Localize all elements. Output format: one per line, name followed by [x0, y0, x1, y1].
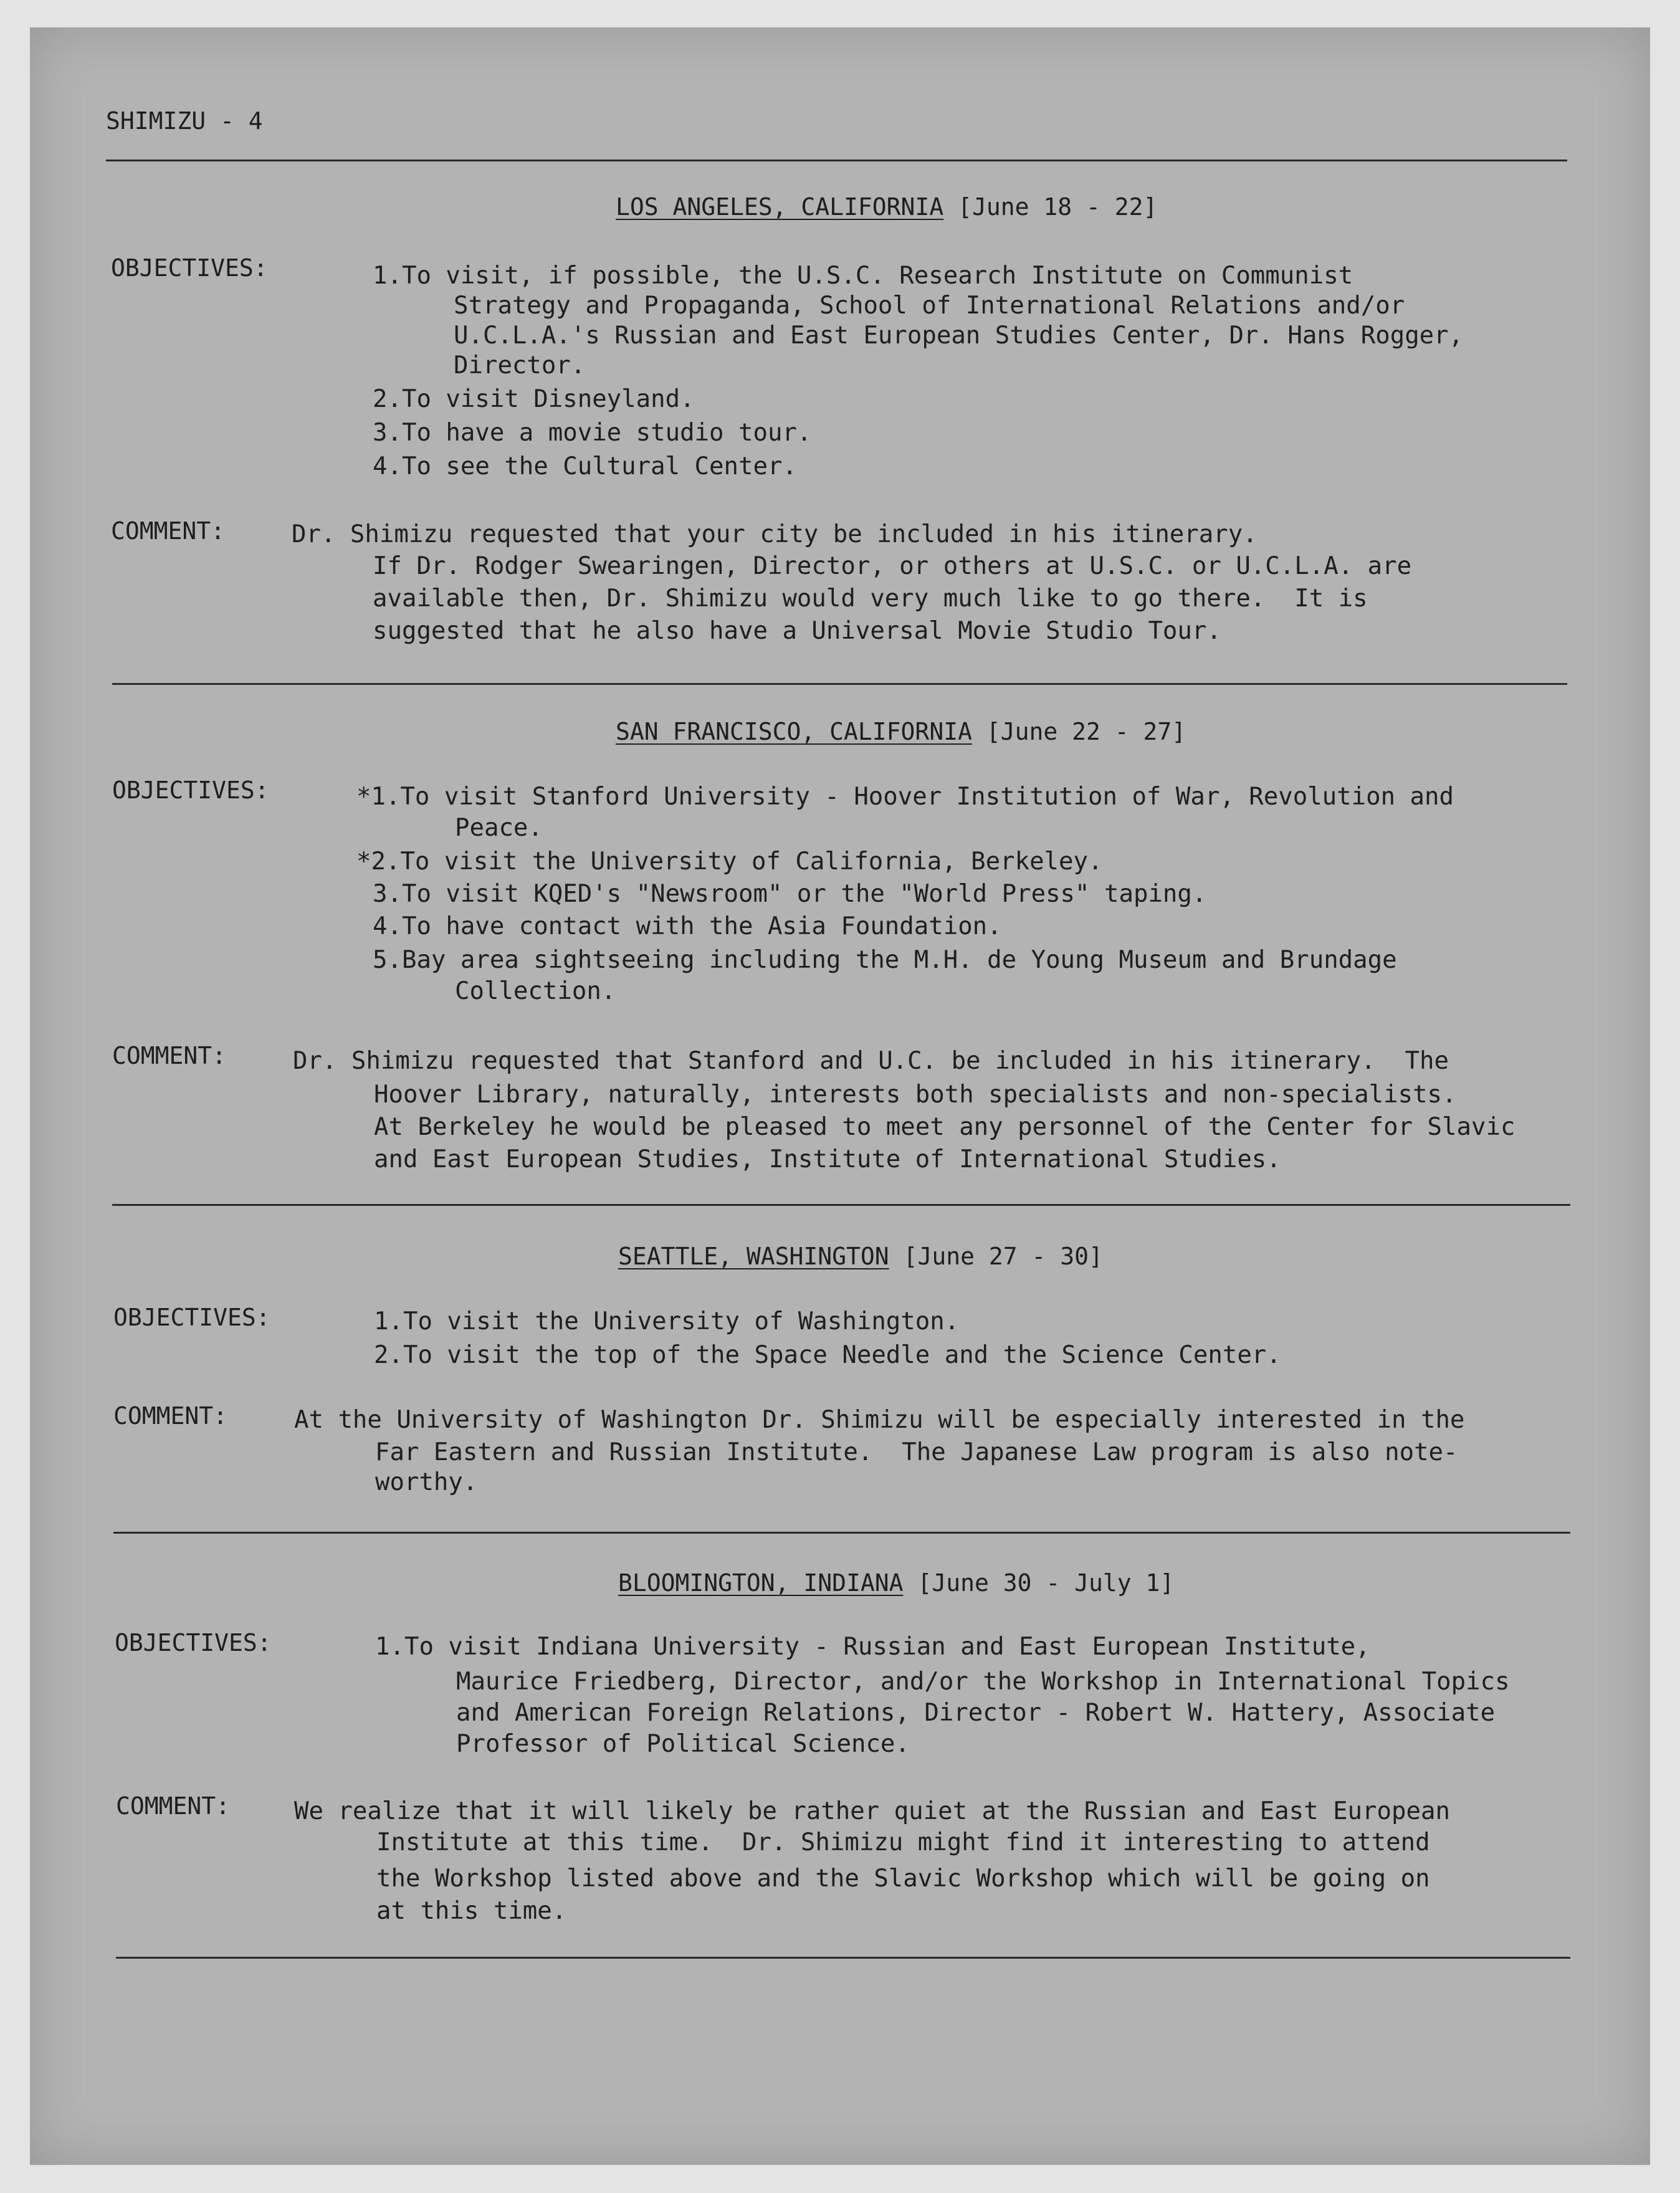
comment-line: Hoover Library, naturally, interests both specialists and non-specialists. — [374, 1081, 1457, 1109]
section-place: SEATTLE, WASHINGTON — [618, 1243, 889, 1270]
comment-line: Dr. Shimizu requested that your city be included in his itinerary. — [292, 520, 1258, 548]
section-dates: [June 30 - July 1] — [917, 1569, 1175, 1597]
comment-label: COMMENT: — [116, 1792, 231, 1820]
objective-line: 3.To visit KQED's "Newsroom" or the "World Press" taping. — [373, 880, 1207, 908]
objectives-label: OBJECTIVES: — [113, 1304, 270, 1331]
objective-line: *1.To visit Stanford University - Hoover Institution of War, Revolution and — [356, 783, 1454, 811]
section-rule — [112, 683, 1567, 685]
objective-line: 5.Bay area sightseeing including the M.H. de Young Museum and Brundage — [373, 946, 1397, 974]
objectives-label: OBJECTIVES: — [115, 1629, 272, 1656]
comment-label: COMMENT: — [112, 1042, 227, 1069]
objective-line: 4.To see the Cultural Center. — [373, 452, 797, 480]
comment-line: If Dr. Rodger Swearingen, Director, or others at U.S.C. or U.C.L.A. are — [373, 552, 1412, 580]
objective-line: 3.To have a movie studio tour. — [373, 419, 812, 447]
objective-line: 1.To visit, if possible, the U.S.C. Research Institute on Communist — [373, 262, 1353, 290]
comment-line: Dr. Shimizu requested that Stanford and U.C. be included in his itinerary. The — [293, 1047, 1449, 1075]
objectives-label: OBJECTIVES: — [111, 254, 268, 282]
comment-line: We realize that it will likely be rather quiet at the Russian and East European — [294, 1797, 1450, 1825]
page-header: SHIMIZU - 4 — [106, 107, 263, 135]
comment-line: worthy. — [375, 1468, 478, 1496]
objective-line: 1.To visit Indiana University - Russian and East European Institute, — [375, 1633, 1370, 1661]
section-place: LOS ANGELES, CALIFORNIA — [616, 193, 944, 221]
section-rule — [113, 1532, 1570, 1534]
comment-line: Far Eastern and Russian Institute. The Japanese Law program is also note- — [375, 1438, 1458, 1466]
objective-line: 2.To visit the top of the Space Needle and the Science Center. — [374, 1341, 1281, 1369]
objective-line: Professor of Political Science. — [456, 1730, 910, 1758]
section-title-seattle — [618, 1243, 1103, 1270]
comment-label: COMMENT: — [113, 1402, 228, 1430]
objectives-label: OBJECTIVES: — [112, 776, 269, 804]
objective-line: 4.To have contact with the Asia Foundation. — [373, 912, 1002, 940]
section-rule — [112, 1204, 1570, 1206]
objective-line: U.C.L.A.'s Russian and East European Studies Center, Dr. Hans Rogger, — [454, 322, 1464, 350]
objective-line: 1.To visit the University of Washington. — [374, 1307, 960, 1335]
objective-line: Maurice Friedberg, Director, and/or the Workshop in International Topics — [456, 1668, 1510, 1696]
comment-line: suggested that he also have a Universal Movie Studio Tour. — [373, 617, 1221, 645]
comment-line: available then, Dr. Shimizu would very much like to go there. It is — [373, 585, 1368, 613]
comment-line: at this time. — [376, 1897, 567, 1925]
section-place: BLOOMINGTON, INDIANA — [618, 1569, 904, 1597]
objective-line: Collection. — [455, 977, 616, 1005]
objective-line: Strategy and Propaganda, School of International Relations and/or — [454, 292, 1405, 320]
section-rule — [116, 1957, 1570, 1959]
objective-line: Peace. — [455, 814, 543, 842]
section-title-los-angeles — [616, 193, 1157, 221]
comment-line: and East European Studies, Institute of International Studies. — [374, 1145, 1281, 1173]
header-rule — [106, 160, 1567, 161]
section-title-bloomington — [618, 1569, 1174, 1597]
comment-line: At the University of Washington Dr. Shimizu will be especially interested in the — [294, 1406, 1465, 1434]
section-dates: [June 18 - 22] — [958, 193, 1158, 221]
section-title-san-francisco — [616, 718, 1186, 745]
objective-line: and American Foreign Relations, Director - Robert W. Hattery, Associate — [456, 1699, 1496, 1727]
section-dates: [June 27 - 30] — [903, 1243, 1103, 1270]
objective-line: Director. — [454, 351, 586, 380]
comment-line: At Berkeley he would be pleased to meet any personnel of the Center for Slavic — [374, 1113, 1515, 1141]
objective-line: 2.To visit Disneyland. — [373, 385, 695, 413]
section-dates: [June 22 - 27] — [986, 718, 1186, 745]
comment-line: the Workshop listed above and the Slavic Workshop which will be going on — [376, 1865, 1430, 1893]
section-place: SAN FRANCISCO, CALIFORNIA — [616, 718, 972, 745]
objective-line: *2.To visit the University of California, Berkeley. — [356, 848, 1103, 876]
comment-label: COMMENT: — [111, 517, 226, 545]
comment-line: Institute at this time. Dr. Shimizu might find it interesting to attend — [376, 1828, 1430, 1856]
